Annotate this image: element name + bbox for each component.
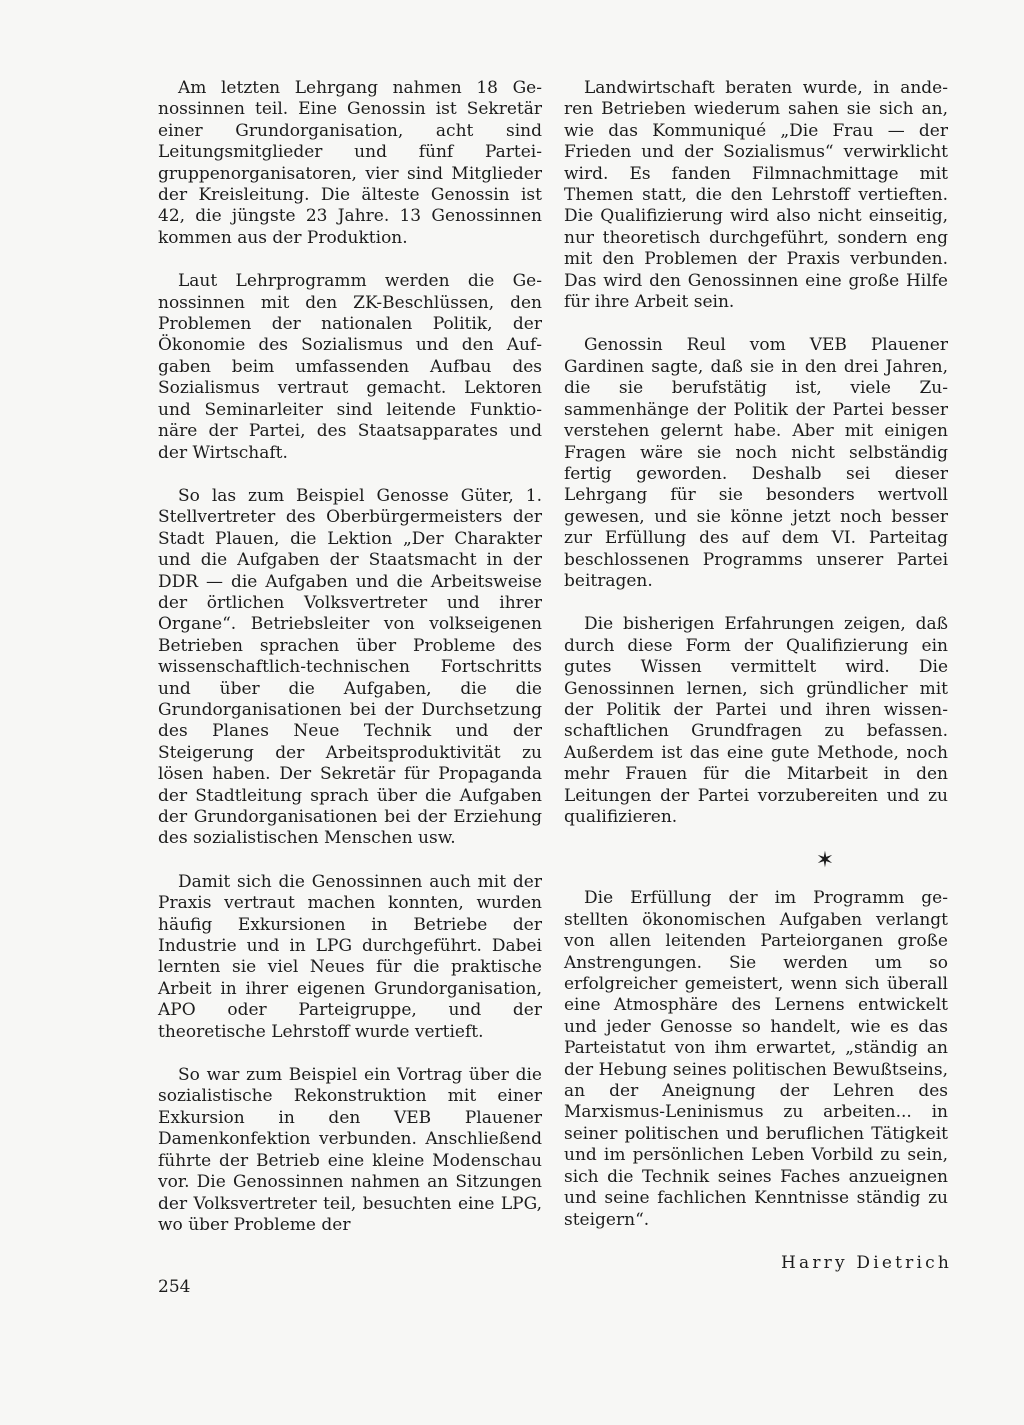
right-column [564,78,952,1274]
left-column [158,78,542,1258]
section-separator-star: ✶ [815,848,835,874]
paragraph: Landwirtschaft beraten wurde, in anderen Betrieben wiederum sahen sie sich an, wie das Kommuniqué „Die Frau — der Frieden und der Sozialismus“ verwirklicht wird. Es fanden Filmnachmittage mit Themen statt, die den Lehrstoff vertieften. Die Qualifizierung wird also nicht einseitig, nur theoretisch durchgeführt, sondern eng mit den Problemen der Praxis verbunden. Das wird den Genossinnen eine große Hilfe für ihre Arbeit sein. [564,78,948,313]
paragraph: Die Erfüllung der im Programm gestellten ökonomischen Aufgaben verlangt von allen leitenden Parteiorganen große Anstrengungen. Sie werden um so erfolgreicher gemeistert, wenn sich überall eine Atmosphäre des Lernens entwickelt und jeder Genosse so handelt, wie es das Parteistatut von ihm erwartet, „ständig an der Hebung seines politischen Bewußtseins, an der Aneignung der Lehren des Marxismus-Leninismus zu arbeiten... in seiner politischen und beruflichen Tätigkeit und im persönlichen Leben Vorbild zu sein, sich die Technik seines Faches anzueignen und seine fachlichen Kenntnisse ständig zu steigern“. [564,888,948,1230]
paragraph: Die bisherigen Erfahrungen zeigen, daß durch diese Form der Qualifizierung ein gutes Wissen vermittelt wird. Die Genossinnen lernen, sich gründlicher mit der Politik der Partei und ihren wissenschaftlichen Grundfragen zu befassen. Außerdem ist das eine gute Methode, noch mehr Frauen für die Mitarbeit in den Leitungen der Partei vorzubereiten und zu qualifizieren. [564,614,948,827]
paragraph: Am letzten Lehrgang nahmen 18 Genossinnen teil. Eine Genossin ist Sekretär einer Grundorganisation, acht sind Leitungsmitglieder und fünf Parteigruppenorganisatoren, vier sind Mitglieder der Kreisleitung. Die älteste Genossin ist 42, die jüngste 23 Jahre. 13 Genossinnen kommen aus der Produktion. [158,78,542,248]
paragraph: Genossin Reul vom VEB Plauener Gardinen sagte, daß sie in den drei Jahren, die sie berufstätig ist, viele Zusammenhänge der Politik der Partei besser verstehen gelernt habe. Aber mit einigen Fragen wäre sie noch nicht selbständig fertig geworden. Deshalb sei dieser Lehrgang für sie besonders wertvoll gewesen, und sie könne jetzt noch besser zur Erfüllung des auf dem VI. Parteitag beschlossenen Programms unserer Partei beitragen. [564,335,948,591]
paragraph: Damit sich die Genossinnen auch mit der Praxis vertraut machen konnten, wurden häufig Exkursionen in Betriebe der Industrie und in LPG durchgeführt. Dabei lernten sie viel Neues für die praktische Arbeit in ihrer eigenen Grundorganisation, APO oder Parteigruppe, und der theoretische Lehrstoff wurde vertieft. [158,871,542,1042]
author-signature: Harry Dietrich [780,1252,952,1273]
page-number: 254 [158,1277,191,1297]
paragraph: So las zum Beispiel Genosse Güter, 1. Stellvertreter des Oberbürgermeisters der Stadt Plauen, die Lektion „Der Charakter und die Aufgaben der Staatsmacht in der DDR — die Aufgaben und die Arbeitsweise der örtlichen Volksvertreter und ihrer Organe“. Betriebsleiter von volkseigenen Betrieben sprachen über Probleme des wissenschaftlich-technischen Fortschritts und über die Aufgaben, die die Grundorganisationen bei der Durchsetzung des Planes Neue Technik und der Steigerung der Arbeitsproduktivität zu lösen haben. Der Sekretär für Propaganda der Stadtleitung sprach über die Aufgaben der Grundorganisationen bei der Erziehung des sozialistischen Menschen usw. [158,485,542,849]
paragraph: So war zum Beispiel ein Vortrag über die sozialistische Rekonstruktion mit einer Exkursion in den VEB Plauener Damenkonfektion verbunden. Anschließend führte der Betrieb eine kleine Modenschau vor. Die Genossinnen nahmen an Sitzungen der Volksvertreter teil, besuchten eine LPG, wo über Probleme der [158,1065,542,1235]
paragraph: Laut Lehrprogramm werden die Genossinnen mit den ZK-Beschlüssen, den Problemen der nationalen Politik, der Ökonomie des Sozialismus und den Aufgaben beim umfassenden Aufbau des Sozialismus vertraut gemacht. Lektoren und Seminarleiter sind leitende Funktionäre der Partei, des Staatsapparates und der Wirtschaft. [158,271,542,463]
